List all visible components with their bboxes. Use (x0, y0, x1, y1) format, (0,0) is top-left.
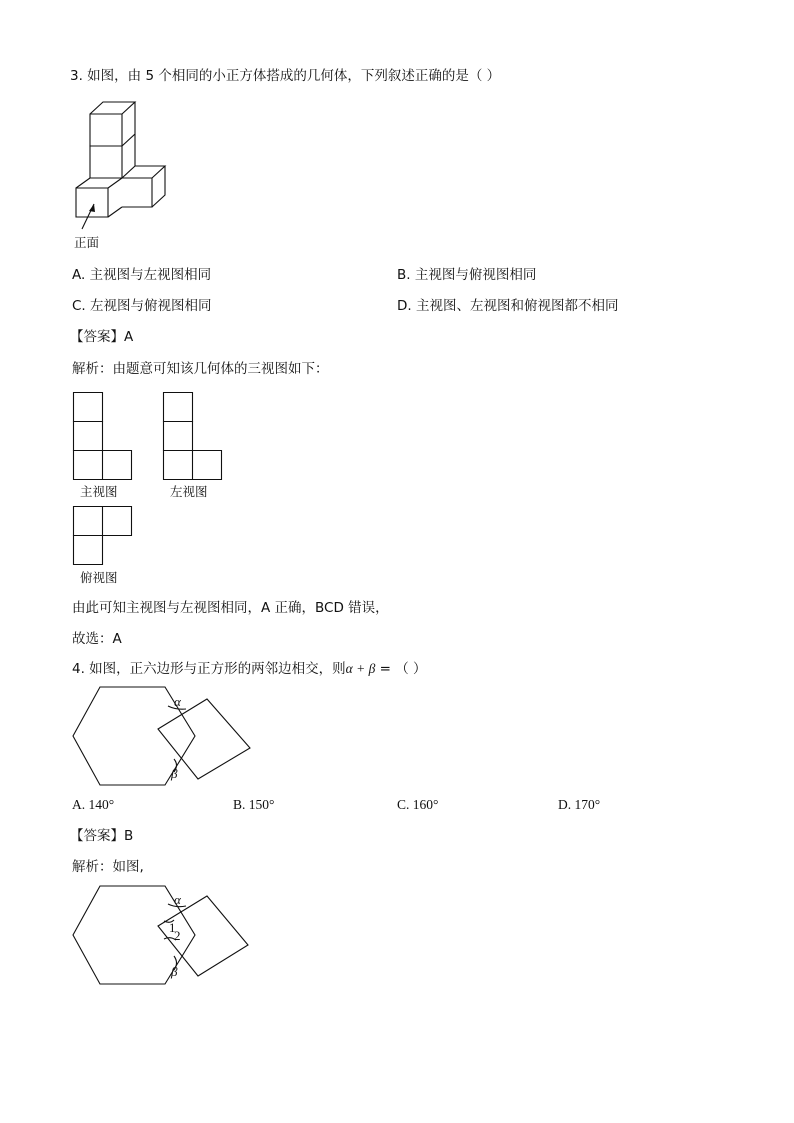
front-view-figure (73, 392, 133, 480)
answer-value: B (124, 828, 134, 844)
left-view-figure (163, 392, 223, 480)
q4-option-d: D. 170° (558, 797, 601, 812)
q3-option-b: B. 主视图与俯视图相同 (397, 267, 537, 283)
top-view-label: 俯视图 (80, 571, 118, 585)
q3-option-d: D. 主视图、左视图和俯视图都不相同 (397, 298, 619, 314)
q3-stem: 3. 如图，由 5 个相同的小正方体搭成的几何体，下列叙述正确的是（ ） (70, 68, 501, 84)
beta-label: β (171, 964, 178, 979)
q3-choose: 故选：A (72, 631, 122, 647)
hexagon-square-solution-figure (70, 884, 260, 989)
angle-1-label: 1 (169, 920, 176, 935)
top-view-figure (73, 506, 133, 566)
q4-answer (70, 827, 133, 845)
q4-stem (72, 660, 427, 678)
cube-stack-figure (70, 96, 180, 256)
q3-analysis: 解析：由题意可知该几何体的三视图如下： (72, 361, 329, 377)
q3-conclusion: 由此可知主视图与左视图相同，A 正确，BCD 错误， (72, 600, 389, 616)
q4-option-b: B. 150° (233, 797, 275, 812)
q3-option-c: C. 左视图与俯视图相同 (72, 298, 212, 314)
q4-option-a: A. 140° (72, 797, 115, 812)
front-view-label: 主视图 (80, 485, 118, 499)
q4-stem-math: α + β (345, 661, 376, 676)
beta-label: β (171, 766, 178, 781)
answer-value: A (124, 329, 134, 345)
alpha-label: α (174, 892, 181, 907)
q3-option-a: A. 主视图与左视图相同 (72, 267, 212, 283)
alpha-label: α (174, 694, 181, 709)
q4-stem-prefix: 4. 如图，正六边形与正方形的两邻边相交，则 (72, 661, 346, 677)
hexagon-square-figure (70, 685, 260, 790)
q4-option-c: C. 160° (397, 797, 439, 812)
q4-analysis: 解析：如图, (72, 859, 144, 875)
q3-answer (70, 328, 133, 346)
left-view-label: 左视图 (170, 485, 208, 499)
q4-stem-suffix: = （ ） (375, 661, 427, 677)
front-label: 正面 (74, 236, 100, 250)
answer-tag: 【答案】 (70, 828, 124, 844)
angle-2-label: 2 (174, 928, 181, 943)
answer-tag: 【答案】 (70, 329, 124, 345)
